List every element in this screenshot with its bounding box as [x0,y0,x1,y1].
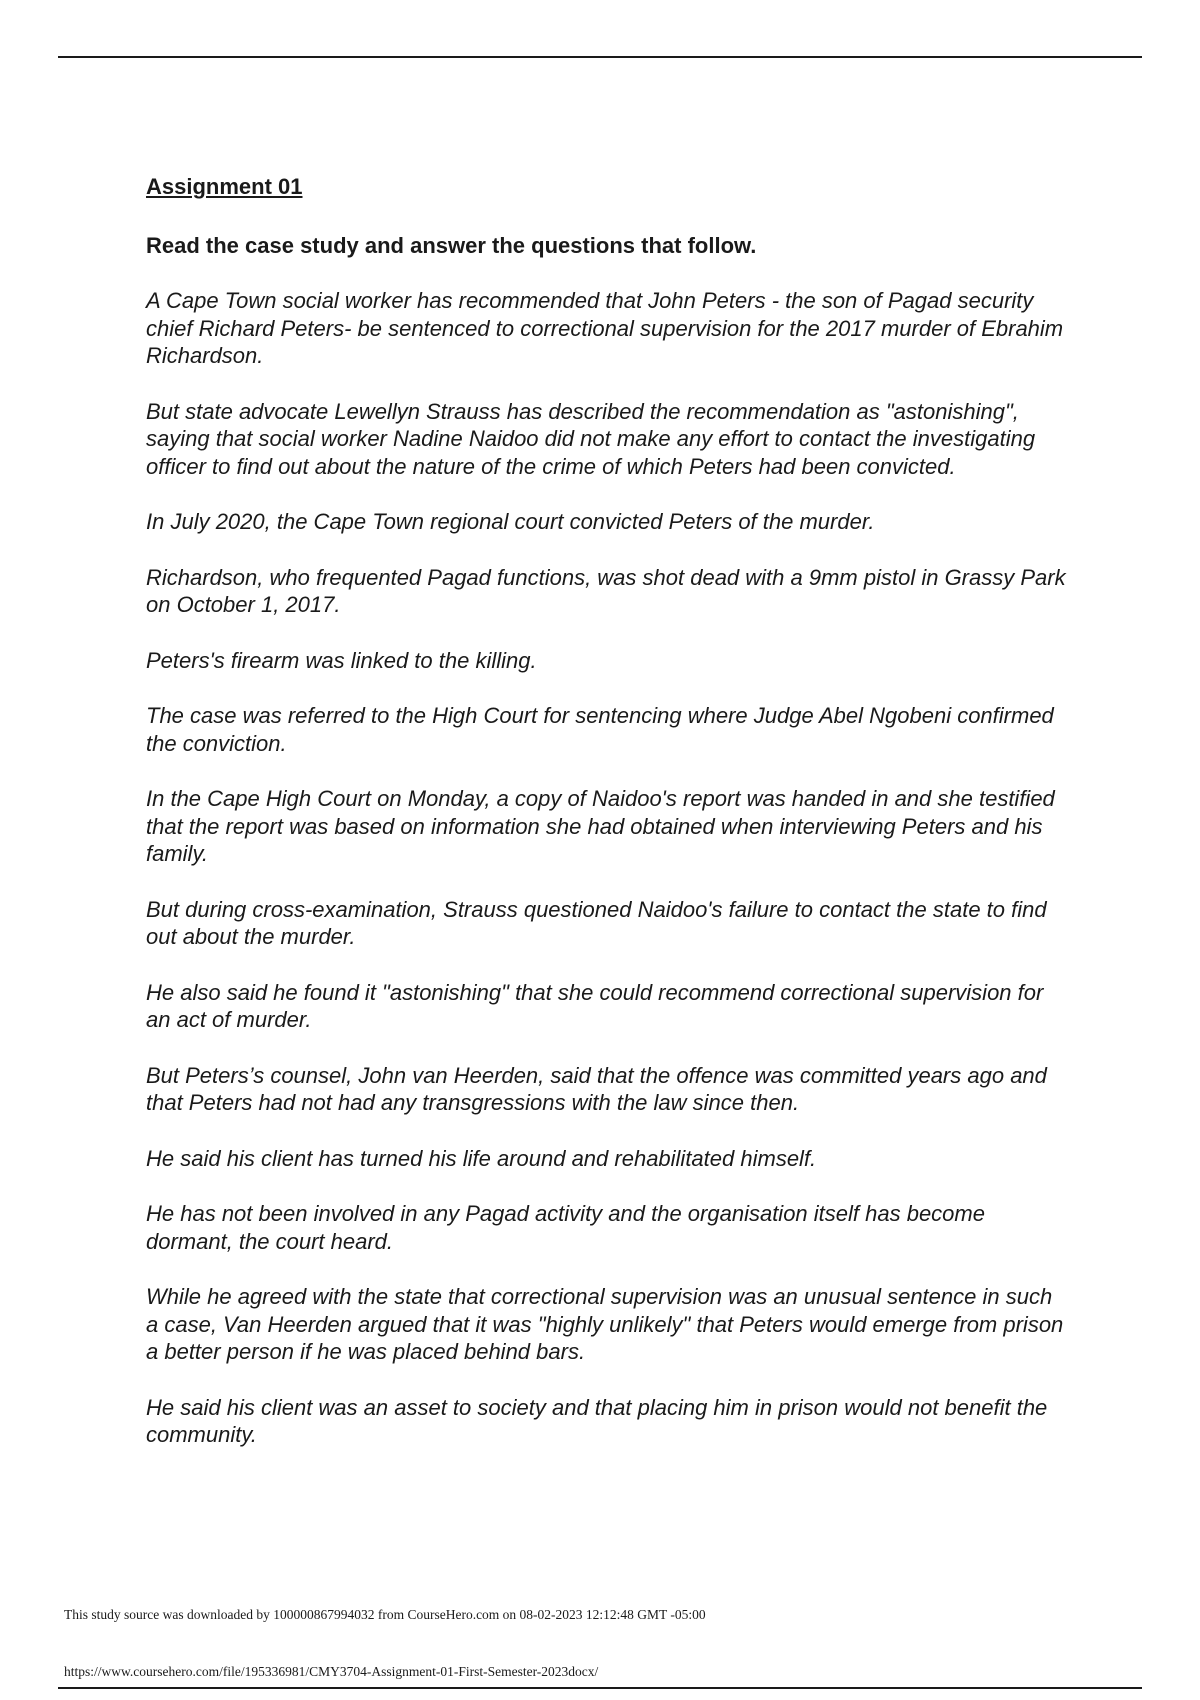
case-paragraph: He also said he found it "astonishing" that she could recommend correctional supervision for an act of murder. [146,979,1044,1032]
source-notice: This study source was downloaded by 100000867994032 from CourseHero.com on 08-02-2023 12:12:48 GMT -05:00 [64,1607,706,1622]
case-paragraph: A Cape Town social worker has recommended that John Peters - the son of Pagad security chief Richard Peters- be sentenced to correctional supervision for the 2017 murder of Ebrahim Richardson. [146,288,1064,368]
case-paragraph: But Peters’s counsel, John van Heerden, said that the offence was committed years ago and that Peters had not had any transgressions with the law since then. [146,1062,1047,1115]
assignment-title: Assignment 01 [146,174,303,199]
case-paragraph: While he agreed with the state that correctional supervision was an unusual sentence in such a case, Van Heerden argued that it was "highly unlikely" that Peters would emerge from prison a better person if he was placed behind bars. [146,1284,1064,1364]
case-paragraph: Richardson, who frequented Pagad functions, was shot dead with a 9mm pistol in Grassy Park on October 1, 2017. [146,564,1066,617]
bottom-divider [58,1687,1142,1689]
case-paragraph: But state advocate Lewellyn Strauss has described the recommendation as "astonishing", saying that social worker Nadine Naidoo did not make any effort to contact the investigating officer to find out about the nature of the crime of which Peters had been convicted. [146,398,1036,479]
case-paragraph: The case was referred to the High Court for sentencing where Judge Abel Ngobeni confirmed the conviction. [146,703,1054,756]
document-body [146,172,1066,1477]
case-paragraph: He said his client was an asset to society and that placing him in prison would not benefit the community. [146,1394,1048,1447]
instruction-heading: Read the case study and answer the questions that follow. [146,233,757,258]
case-paragraph: He has not been involved in any Pagad activity and the organisation itself has become dormant, the court heard. [146,1201,985,1254]
case-paragraph: In the Cape High Court on Monday, a copy of Naidoo's report was handed in and she testified that the report was based on information she had obtained when interviewing Peters and his family. [146,786,1055,866]
case-paragraph: Peters's firearm was linked to the killing. [146,647,537,673]
case-paragraph: In July 2020, the Cape Town regional court convicted Peters of the murder. [146,509,875,534]
top-divider [58,56,1142,58]
source-url[interactable]: https://www.coursehero.com/file/195336981/CMY3704-Assignment-01-First-Semester-2023docx/ [64,1664,599,1679]
case-paragraph: But during cross-examination, Strauss questioned Naidoo's failure to contact the state to find out about the murder. [146,896,1047,949]
case-paragraph: He said his client has turned his life around and rehabilitated himself. [146,1145,817,1171]
